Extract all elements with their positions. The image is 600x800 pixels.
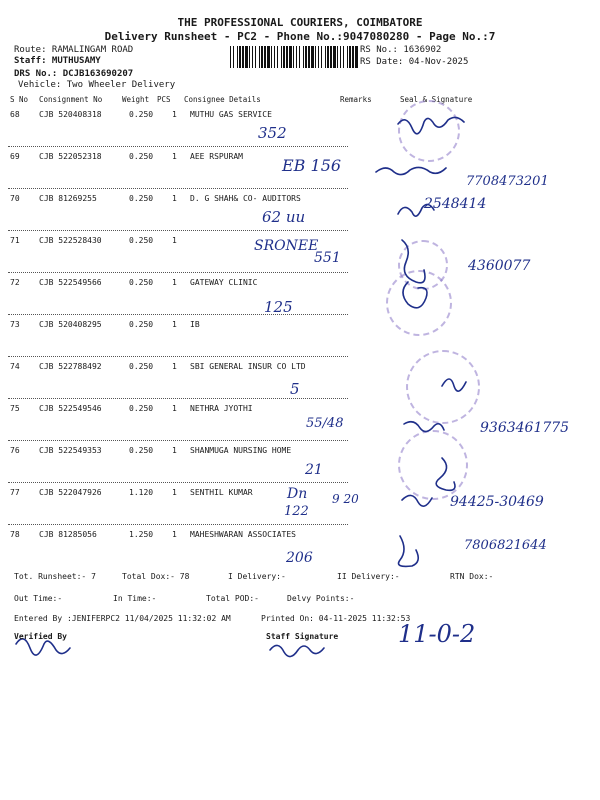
barcode-bar <box>289 46 292 68</box>
barcode-bar <box>347 46 348 68</box>
barcode-bar <box>337 46 338 68</box>
in-time: In Time:- <box>113 594 157 603</box>
i-delivery: I Delivery:- <box>228 572 286 581</box>
col-weight: Weight <box>122 95 150 104</box>
barcode-bar <box>303 46 304 68</box>
vehicle-label: Vehicle: Two Wheeler Delivery <box>18 80 176 90</box>
barcode-bar <box>318 46 319 68</box>
barcode-bar <box>305 46 307 68</box>
barcode-bar <box>274 46 275 68</box>
rs-number: RS No.: 1636902 <box>360 45 442 55</box>
barcode-bar <box>296 46 297 68</box>
row-sno: 78 <box>10 530 20 539</box>
row-pcs: 1 <box>172 152 177 161</box>
row-pcs: 1 <box>172 278 177 287</box>
handwritten-note: SRONEE <box>254 238 319 254</box>
tot-runsheet: Tot. Runsheet:- 7 <box>14 572 96 581</box>
col-consignee: Consignee Details <box>184 95 261 104</box>
row-consignee: MAHESHWARAN ASSOCIATES <box>190 530 296 539</box>
col-sno: S No <box>10 95 29 104</box>
signature-stroke <box>270 645 324 656</box>
barcode-bar <box>283 46 285 68</box>
row-sno: 68 <box>10 110 20 119</box>
row-divider <box>8 188 348 189</box>
row-weight: 0.250 <box>129 446 154 455</box>
barcode-bar <box>349 46 351 68</box>
handwritten-phone: 7708473201 <box>466 174 549 189</box>
barcode-bar <box>259 46 260 68</box>
seal-stamp <box>386 270 452 336</box>
out-time: Out Time:- <box>14 594 63 603</box>
ii-delivery: II Delivery:- <box>337 572 400 581</box>
barcode-bar <box>330 46 332 68</box>
row-pcs: 1 <box>172 236 177 245</box>
row-consignee: SHANMUGA NURSING HOME <box>190 446 292 455</box>
barcode-bar <box>237 46 238 68</box>
row-sno: 76 <box>10 446 20 455</box>
row-consignee: IB <box>190 320 200 329</box>
row-weight: 0.250 <box>129 278 154 287</box>
barcode-bar <box>325 46 326 68</box>
row-consignee: AEE RSPURAM <box>190 152 243 161</box>
barcode-bar <box>343 46 344 68</box>
staff-signature-label: Staff Signature <box>266 632 339 641</box>
handwritten-note: Dn <box>287 486 308 502</box>
row-consignment: CJB 520408318 <box>39 110 102 119</box>
barcode-bar <box>261 46 263 68</box>
handwritten-note: 9 20 <box>332 492 359 506</box>
barcode-bar <box>327 46 329 68</box>
barcode-bar <box>340 46 341 68</box>
barcode-bar <box>299 46 300 68</box>
barcode-image <box>230 46 358 68</box>
barcode-bar <box>267 46 270 68</box>
row-divider <box>8 314 348 315</box>
handwritten-phone: 9363461775 <box>480 420 570 436</box>
col-seal-signature: Seal & Signature <box>400 95 473 104</box>
rtn-dox: RTN Dox:- <box>450 572 494 581</box>
row-weight: 0.250 <box>129 152 154 161</box>
handwritten-note: 21 <box>305 462 323 478</box>
route-label: Route: RAMALINGAM ROAD <box>14 45 134 55</box>
handwritten-phone: 94425-30469 <box>450 494 544 510</box>
row-weight: 1.250 <box>129 530 154 539</box>
rs-date: RS Date: 04-Nov-2025 <box>360 57 469 67</box>
row-pcs: 1 <box>172 488 177 497</box>
row-consignment: CJB 81269255 <box>39 194 97 203</box>
handwritten-note: 62 ии <box>262 208 306 226</box>
row-sno: 72 <box>10 278 20 287</box>
handwritten-note: EB 156 <box>282 156 342 175</box>
row-weight: 1.120 <box>129 488 154 497</box>
handwritten-note: 551 <box>314 250 341 266</box>
col-pcs: PCS <box>157 95 171 104</box>
runsheet-subtitle: Delivery Runsheet - PC2 - Phone No.:9047080280 - Page No.:7 <box>104 30 496 43</box>
barcode-bar <box>321 46 322 68</box>
row-sno: 70 <box>10 194 20 203</box>
company-title: THE PROFESSIONAL COURIERS, COIMBATORE <box>177 16 423 29</box>
row-sno: 71 <box>10 236 20 245</box>
handwritten-note: 122 <box>284 504 309 519</box>
row-weight: 0.250 <box>129 236 154 245</box>
row-sno: 74 <box>10 362 20 371</box>
handwritten-note: 55/48 <box>306 416 344 431</box>
row-consignment: CJB 81285056 <box>39 530 97 539</box>
row-consignee: D. G SHAH& CO- AUDITORS <box>190 194 301 203</box>
seal-stamp <box>398 430 468 500</box>
row-pcs: 1 <box>172 194 177 203</box>
barcode-bar <box>281 46 282 68</box>
row-consignee: MUTHU GAS SERVICE <box>190 110 272 119</box>
signature-stroke <box>16 639 70 655</box>
row-divider <box>8 230 348 231</box>
row-pcs: 1 <box>172 404 177 413</box>
row-consignment: CJB 522052318 <box>39 152 102 161</box>
row-divider <box>8 272 348 273</box>
entered-by: Entered By :JENIFERPC2 11/04/2025 11:32:02 AM <box>14 614 231 623</box>
row-consignment: CJB 520408295 <box>39 320 102 329</box>
row-sno: 77 <box>10 488 20 497</box>
row-consignment: CJB 522549353 <box>39 446 102 455</box>
row-weight: 0.250 <box>129 110 154 119</box>
delvy-points: Delvy Points:- <box>287 594 355 603</box>
row-pcs: 1 <box>172 530 177 539</box>
barcode-bar <box>355 46 358 68</box>
handwritten-note: 125 <box>264 298 293 316</box>
printed-on: Printed On: 04-11-2025 11:32:53 <box>261 614 411 623</box>
handwritten-note: 206 <box>286 550 313 566</box>
row-consignment: CJB 522047926 <box>39 488 102 497</box>
handwritten-note: 5 <box>290 380 300 398</box>
row-pcs: 1 <box>172 110 177 119</box>
total-dox: Total Dox:- 78 <box>122 572 190 581</box>
row-consignee: NETHRA JYOTHI <box>190 404 253 413</box>
total-pod: Total POD:- <box>206 594 259 603</box>
row-weight: 0.250 <box>129 320 154 329</box>
seal-stamp <box>398 100 460 162</box>
row-divider <box>8 146 348 147</box>
barcode-bar <box>277 46 278 68</box>
seal-stamp <box>406 350 480 424</box>
barcode-bar <box>264 46 266 68</box>
barcode-bar <box>252 46 253 68</box>
barcode-bar <box>249 46 250 68</box>
row-consignment: CJB 522788492 <box>39 362 102 371</box>
row-divider <box>8 482 348 483</box>
row-divider <box>8 398 348 399</box>
row-sno: 73 <box>10 320 20 329</box>
barcode-bar <box>239 46 241 68</box>
handwritten-phone: 4360077 <box>468 258 531 274</box>
row-divider <box>8 440 348 441</box>
barcode-bar <box>352 46 354 68</box>
barcode-bar <box>333 46 336 68</box>
barcode-bar <box>311 46 314 68</box>
row-consignee: SENTHIL KUMAR <box>190 488 253 497</box>
col-remarks: Remarks <box>340 95 372 104</box>
barcode-bar <box>315 46 316 68</box>
drs-label: DRS No.: DCJB163690207 <box>14 69 134 79</box>
handwritten-date-mark: 11-0-2 <box>398 620 476 648</box>
row-consignment: CJB 522549566 <box>39 278 102 287</box>
row-consignee: SBI GENERAL INSUR CO LTD <box>190 362 306 371</box>
col-consignment: Consignment No <box>39 95 103 104</box>
row-sno: 75 <box>10 404 20 413</box>
row-consignee: GATEWAY CLINIC <box>190 278 258 287</box>
row-divider <box>8 524 348 525</box>
barcode-bar <box>242 46 244 68</box>
row-weight: 0.250 <box>129 404 154 413</box>
row-consignment: CJB 522549546 <box>39 404 102 413</box>
staff-label: Staff: MUTHUSAMY <box>14 56 101 66</box>
row-weight: 0.250 <box>129 194 154 203</box>
handwritten-note: 352 <box>258 124 287 142</box>
row-sno: 69 <box>10 152 20 161</box>
barcode-bar <box>293 46 294 68</box>
verified-by-label: Verified By <box>14 632 67 641</box>
handwritten-phone: 2548414 <box>424 196 487 212</box>
row-pcs: 1 <box>172 446 177 455</box>
barcode-bar <box>271 46 272 68</box>
barcode-bar <box>286 46 288 68</box>
row-pcs: 1 <box>172 362 177 371</box>
barcode-bar <box>308 46 310 68</box>
barcode-bar <box>255 46 256 68</box>
barcode-bar <box>245 46 248 68</box>
handwritten-phone: 7806821644 <box>464 538 547 553</box>
row-consignment: CJB 522528430 <box>39 236 102 245</box>
row-pcs: 1 <box>172 320 177 329</box>
row-divider <box>8 356 348 357</box>
barcode-bar <box>233 46 234 68</box>
row-weight: 0.250 <box>129 362 154 371</box>
barcode-bar <box>230 46 231 68</box>
